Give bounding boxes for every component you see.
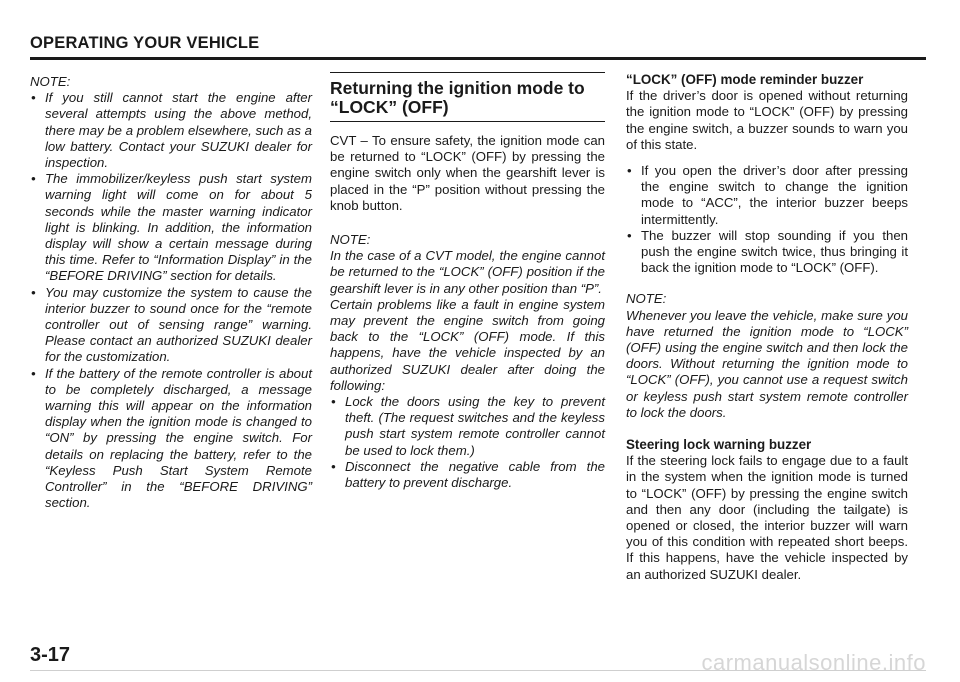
watermark: carmanualsonline.info [701, 650, 926, 675]
subheading: “LOCK” (OFF) mode reminder buzzer [626, 72, 864, 87]
list-item: • If the battery of the remote controller is about to be completely discharged, a message warning this will appear on the information display when the ignition mode is changed to “ON” by pressing the engine switch. For details on replacing the battery, refer to the “Keyless Push Start System Remote Controller” in the “BEFORE DRIVING” section. [30, 366, 312, 512]
page-header-title: OPERATING YOUR VEHICLE [30, 34, 260, 52]
list-item: • The buzzer will stop sounding if you then push the engine switch twice, thus bringing it back the ignition mode to “LOCK” (OFF). [626, 228, 908, 277]
list-item: • If you open the driver’s door after pressing the engine switch to change the ignition mode to “ACC”, the interior buzzer beeps intermittently. [626, 163, 908, 228]
list-item: • The immobilizer/keyless push start system warning light will come on for about 5 seconds while the master warning indicator light is blinking. In addition, the information display will show a certain message during this time. Refer to “Information Display” in the “BEFORE DRIVING” section for details. [30, 171, 312, 284]
note-label: NOTE: [626, 291, 667, 307]
body-paragraph: If the driver’s door is opened without returning the ignition mode to “LOCK” (OFF) by pressing the engine switch, a buzzer sounds to warn you of this state. [626, 88, 908, 152]
bullet-list [626, 163, 908, 276]
page-number: 3-17 [30, 644, 71, 666]
note-block [626, 291, 908, 421]
column-right [626, 72, 908, 583]
list-item: • You may customize the system to cause the interior buzzer to sound once for the “remote controller out of sensing range” warning. Please contact an authorized SUZUKI dealer for the customization. [30, 285, 312, 366]
note-paragraph: In the case of a CVT model, the engine cannot be returned to the “LOCK” (OFF) position if the gearshift lever is in any other position than “P”. [330, 248, 605, 296]
list-item: • Lock the doors using the key to prevent theft. (The request switches and the keyless push start system remote controller cannot be used to lock them.) [330, 394, 605, 459]
note-label: NOTE: [30, 74, 71, 89]
column-left [30, 72, 312, 511]
note-paragraph: Whenever you leave the vehicle, make sure you have returned the ignition mode to “LOCK” (OFF) using the engine switch and then lock the doors. Without returning the ignition mode to “LOCK” (OFF), you cannot use a request switch or keyless push start system remote controller to lock the doors. [626, 307, 908, 420]
body-paragraph: CVT – To ensure safety, the ignition mode can be returned to “LOCK” (OFF) by pressing the engine switch only when the gearshift lever is placed in the “P” position without pressing the knob button. [330, 133, 605, 213]
list-item: • If you still cannot start the engine after several attempts using the above method, there may be a problem elsewhere, such as a low battery. Contact your SUZUKI dealer for inspection. [30, 90, 312, 171]
body-paragraph: If the steering lock fails to engage due to a fault in the system when the ignition mode is turned to “LOCK” (OFF) by pressing the engine switch and then any door (including the tailgate) is opened or closed, the interior buzzer will warn you of this condition with repeated short beeps. If this happens, have the vehicle inspected by an authorized SUZUKI dealer. [626, 453, 908, 582]
list-item: • Disconnect the negative cable from the battery to prevent discharge. [330, 459, 605, 491]
column-middle [330, 72, 605, 491]
note-label: NOTE: [330, 232, 371, 248]
note-paragraph: Certain problems like a fault in engine system may prevent the engine switch from going back to the “LOCK” (OFF) mode. If this happens, have the vehicle inspected by an authorized SUZUKI dealer after doing the following: [330, 296, 605, 393]
note-bullet-list [330, 394, 605, 491]
section-title: Returning the ignition mode to “LOCK” (OFF) [330, 72, 605, 122]
subheading: Steering lock warning buzzer [626, 437, 812, 453]
header-rule [30, 57, 926, 60]
note-bullet-list [30, 90, 312, 511]
note-block [330, 232, 605, 491]
